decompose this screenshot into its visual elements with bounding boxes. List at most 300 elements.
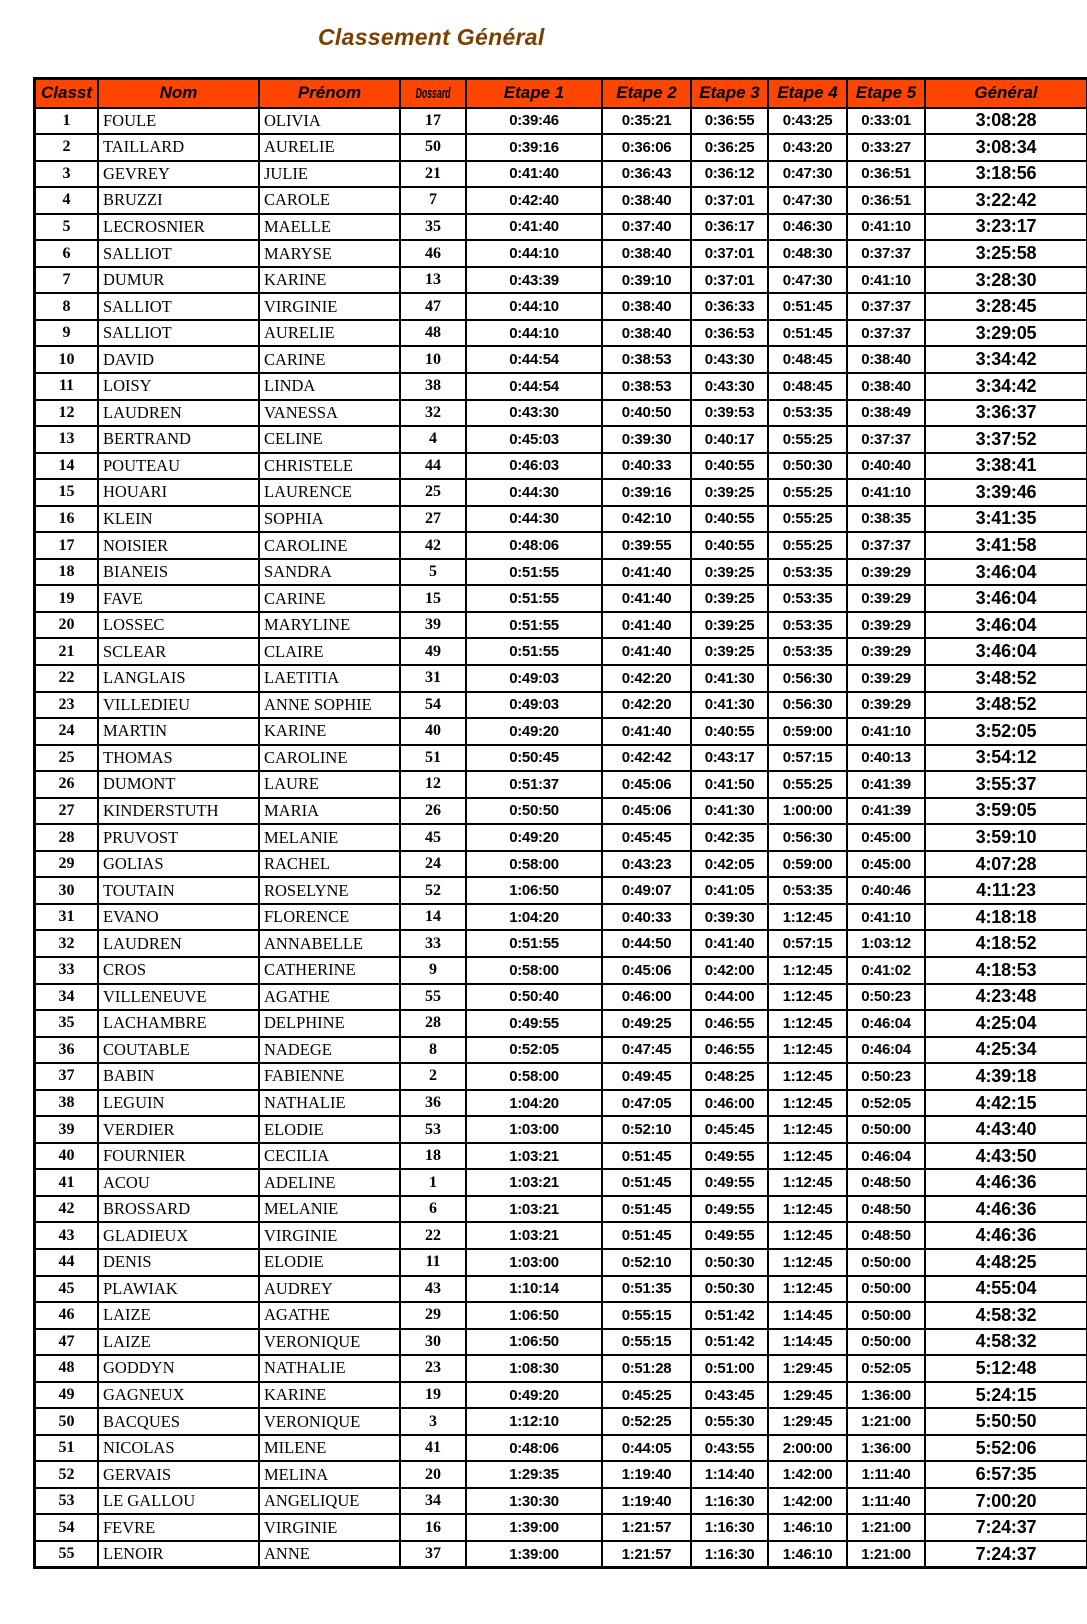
cell-etape-5: 0:41:39: [847, 798, 925, 825]
cell-etape-2: 0:45:25: [602, 1382, 691, 1409]
cell-nom: SALLIOT: [98, 240, 259, 267]
cell-etape-1: 0:49:20: [466, 718, 602, 745]
cell-etape-3: 0:51:42: [691, 1329, 768, 1356]
table-row: [35, 1435, 1087, 1462]
cell-dossard: 37: [400, 1541, 466, 1568]
cell-classt: 26: [35, 771, 99, 798]
cell-etape-4: 0:47:30: [768, 267, 847, 294]
cell-general: 7:24:37: [925, 1541, 1087, 1568]
cell-general: 4:23:48: [925, 984, 1087, 1011]
cell-etape-1: 1:03:21: [466, 1143, 602, 1170]
cell-prenom: MARIA: [259, 798, 400, 825]
cell-prenom: CELINE: [259, 426, 400, 453]
cell-general: 5:50:50: [925, 1408, 1087, 1435]
table-row: [35, 1196, 1087, 1223]
column-header-label: Prénom: [298, 83, 361, 102]
cell-nom: LEGUIN: [98, 1090, 259, 1117]
cell-prenom: ANNABELLE: [259, 930, 400, 957]
cell-prenom: CARINE: [259, 585, 400, 612]
cell-classt: 10: [35, 346, 99, 373]
cell-dossard: 45: [400, 824, 466, 851]
cell-prenom: CAROLINE: [259, 532, 400, 559]
cell-etape-2: 0:42:10: [602, 506, 691, 533]
cell-general: 3:39:46: [925, 479, 1087, 506]
cell-prenom: SANDRA: [259, 559, 400, 586]
cell-nom: FAVE: [98, 585, 259, 612]
cell-prenom: VERONIQUE: [259, 1408, 400, 1435]
cell-dossard: 31: [400, 665, 466, 692]
cell-etape-4: 0:48:45: [768, 373, 847, 400]
cell-dossard: 27: [400, 506, 466, 533]
cell-prenom: NATHALIE: [259, 1355, 400, 1382]
cell-etape-5: 0:50:00: [847, 1302, 925, 1329]
cell-dossard: 34: [400, 1488, 466, 1515]
cell-classt: 35: [35, 1010, 99, 1037]
cell-etape-3: 0:36:12: [691, 161, 768, 188]
cell-dossard: 51: [400, 745, 466, 772]
cell-etape-1: 0:44:54: [466, 346, 602, 373]
cell-etape-5: 0:38:40: [847, 346, 925, 373]
results-table: [33, 77, 1087, 1569]
cell-etape-1: 0:51:55: [466, 585, 602, 612]
cell-dossard: 3: [400, 1408, 466, 1435]
cell-etape-4: 0:56:30: [768, 824, 847, 851]
cell-prenom: RACHEL: [259, 851, 400, 878]
cell-etape-2: 0:52:10: [602, 1249, 691, 1276]
cell-etape-4: 1:46:10: [768, 1541, 847, 1568]
cell-nom: POUTEAU: [98, 453, 259, 480]
cell-etape-5: 0:40:46: [847, 877, 925, 904]
cell-etape-1: 0:42:40: [466, 187, 602, 214]
cell-nom: GAGNEUX: [98, 1382, 259, 1409]
cell-dossard: 49: [400, 638, 466, 665]
cell-classt: 46: [35, 1302, 99, 1329]
cell-etape-3: 0:51:00: [691, 1355, 768, 1382]
cell-etape-4: 1:12:45: [768, 1276, 847, 1303]
table-row: [35, 745, 1087, 772]
cell-general: 3:29:05: [925, 320, 1087, 347]
cell-prenom: CHRISTELE: [259, 453, 400, 480]
cell-etape-5: 0:41:10: [847, 267, 925, 294]
cell-etape-1: 1:04:20: [466, 1090, 602, 1117]
cell-etape-3: 0:43:30: [691, 373, 768, 400]
cell-etape-3: 0:36:25: [691, 134, 768, 161]
cell-dossard: 25: [400, 479, 466, 506]
cell-nom: FOURNIER: [98, 1143, 259, 1170]
table-row: [35, 904, 1087, 931]
cell-etape-2: 0:55:15: [602, 1302, 691, 1329]
cell-etape-4: 0:53:35: [768, 877, 847, 904]
cell-dossard: 47: [400, 293, 466, 320]
cell-prenom: LAETITIA: [259, 665, 400, 692]
table-row: [35, 1169, 1087, 1196]
cell-etape-2: 0:38:53: [602, 373, 691, 400]
table-row: [35, 1488, 1087, 1515]
table-row: [35, 957, 1087, 984]
cell-general: 4:46:36: [925, 1169, 1087, 1196]
cell-general: 3:18:56: [925, 161, 1087, 188]
cell-general: 7:00:20: [925, 1488, 1087, 1515]
cell-etape-3: 1:16:30: [691, 1488, 768, 1515]
cell-classt: 24: [35, 718, 99, 745]
column-header-nom: [98, 79, 259, 108]
cell-etape-1: 0:44:30: [466, 479, 602, 506]
cell-prenom: JULIE: [259, 161, 400, 188]
cell-etape-2: 0:51:45: [602, 1196, 691, 1223]
cell-nom: DENIS: [98, 1249, 259, 1276]
table-row: [35, 1090, 1087, 1117]
cell-etape-2: 1:21:57: [602, 1541, 691, 1568]
cell-etape-5: 0:39:29: [847, 692, 925, 719]
cell-classt: 51: [35, 1435, 99, 1462]
cell-prenom: ANNE SOPHIE: [259, 692, 400, 719]
cell-etape-1: 0:50:50: [466, 798, 602, 825]
cell-classt: 54: [35, 1514, 99, 1541]
cell-general: 4:43:40: [925, 1116, 1087, 1143]
table-row: [35, 1382, 1087, 1409]
cell-dossard: 7: [400, 187, 466, 214]
cell-etape-2: 0:51:35: [602, 1276, 691, 1303]
cell-etape-5: 0:40:40: [847, 453, 925, 480]
cell-etape-3: 0:46:55: [691, 1037, 768, 1064]
table-row: [35, 851, 1087, 878]
cell-etape-4: 1:14:45: [768, 1329, 847, 1356]
cell-etape-4: 1:42:00: [768, 1488, 847, 1515]
table-row: [35, 1010, 1087, 1037]
cell-etape-1: 1:03:00: [466, 1249, 602, 1276]
cell-prenom: VERONIQUE: [259, 1329, 400, 1356]
cell-etape-4: 1:12:45: [768, 984, 847, 1011]
cell-etape-2: 0:38:40: [602, 293, 691, 320]
cell-etape-5: 0:38:40: [847, 373, 925, 400]
table-row: [35, 638, 1087, 665]
cell-general: 3:54:12: [925, 745, 1087, 772]
cell-etape-5: 0:50:00: [847, 1249, 925, 1276]
cell-dossard: 20: [400, 1461, 466, 1488]
cell-classt: 45: [35, 1276, 99, 1303]
cell-etape-3: 0:45:45: [691, 1116, 768, 1143]
cell-nom: LOISY: [98, 373, 259, 400]
cell-classt: 13: [35, 426, 99, 453]
cell-dossard: 52: [400, 877, 466, 904]
column-header-label: Etape 2: [616, 83, 676, 102]
cell-etape-2: 0:40:33: [602, 904, 691, 931]
cell-nom: COUTABLE: [98, 1037, 259, 1064]
cell-etape-3: 0:43:45: [691, 1382, 768, 1409]
cell-general: 3:34:42: [925, 373, 1087, 400]
cell-classt: 12: [35, 400, 99, 427]
cell-etape-5: 0:52:05: [847, 1090, 925, 1117]
cell-dossard: 8: [400, 1037, 466, 1064]
cell-etape-4: 1:12:45: [768, 1169, 847, 1196]
cell-prenom: AGATHE: [259, 984, 400, 1011]
cell-classt: 8: [35, 293, 99, 320]
cell-etape-1: 0:48:06: [466, 1435, 602, 1462]
cell-general: 4:11:23: [925, 877, 1087, 904]
cell-etape-3: 0:41:30: [691, 798, 768, 825]
cell-etape-4: 0:47:30: [768, 161, 847, 188]
cell-etape-1: 0:44:30: [466, 506, 602, 533]
cell-prenom: DELPHINE: [259, 1010, 400, 1037]
cell-prenom: NADEGE: [259, 1037, 400, 1064]
column-header-label: Dossard: [416, 85, 451, 102]
cell-dossard: 54: [400, 692, 466, 719]
cell-general: 6:57:35: [925, 1461, 1087, 1488]
cell-dossard: 35: [400, 214, 466, 241]
cell-etape-1: 0:58:00: [466, 851, 602, 878]
cell-dossard: 44: [400, 453, 466, 480]
table-row: [35, 506, 1087, 533]
table-row: [35, 161, 1087, 188]
cell-etape-3: 0:41:40: [691, 930, 768, 957]
cell-etape-5: 0:41:10: [847, 904, 925, 931]
cell-etape-4: 0:53:35: [768, 585, 847, 612]
cell-etape-2: 0:41:40: [602, 559, 691, 586]
cell-prenom: MARYLINE: [259, 612, 400, 639]
cell-etape-4: 0:55:25: [768, 479, 847, 506]
table-row: [35, 1116, 1087, 1143]
table-row: [35, 214, 1087, 241]
cell-etape-3: 0:39:25: [691, 612, 768, 639]
cell-etape-3: 0:40:17: [691, 426, 768, 453]
cell-etape-1: 1:06:50: [466, 877, 602, 904]
cell-general: 3:41:35: [925, 506, 1087, 533]
cell-etape-5: 0:37:37: [847, 320, 925, 347]
cell-etape-2: 0:49:25: [602, 1010, 691, 1037]
cell-general: 4:58:32: [925, 1302, 1087, 1329]
cell-nom: KLEIN: [98, 506, 259, 533]
cell-prenom: CATHERINE: [259, 957, 400, 984]
column-header-dossard: [400, 79, 466, 108]
table-row: [35, 187, 1087, 214]
table-row: [35, 373, 1087, 400]
cell-prenom: CLAIRE: [259, 638, 400, 665]
cell-general: 3:48:52: [925, 692, 1087, 719]
cell-nom: LAUDREN: [98, 400, 259, 427]
cell-nom: FEVRE: [98, 1514, 259, 1541]
cell-classt: 5: [35, 214, 99, 241]
cell-etape-1: 0:49:20: [466, 824, 602, 851]
cell-etape-2: 0:47:05: [602, 1090, 691, 1117]
cell-prenom: AUDREY: [259, 1276, 400, 1303]
cell-etape-1: 0:49:55: [466, 1010, 602, 1037]
column-header-label: Etape 4: [777, 83, 837, 102]
cell-etape-2: 0:39:55: [602, 532, 691, 559]
cell-etape-3: 1:16:30: [691, 1514, 768, 1541]
cell-etape-4: 0:57:15: [768, 930, 847, 957]
cell-dossard: 36: [400, 1090, 466, 1117]
cell-etape-3: 0:55:30: [691, 1408, 768, 1435]
cell-etape-4: 0:55:25: [768, 771, 847, 798]
cell-classt: 47: [35, 1329, 99, 1356]
cell-etape-5: 0:33:01: [847, 108, 925, 135]
table-row: [35, 293, 1087, 320]
cell-classt: 19: [35, 585, 99, 612]
cell-prenom: KARINE: [259, 267, 400, 294]
cell-dossard: 29: [400, 1302, 466, 1329]
cell-nom: LOSSEC: [98, 612, 259, 639]
column-header-label: Nom: [160, 83, 198, 102]
cell-general: 3:41:58: [925, 532, 1087, 559]
column-header-label: Etape 1: [504, 83, 564, 102]
cell-etape-3: 0:44:00: [691, 984, 768, 1011]
cell-etape-4: 1:29:45: [768, 1382, 847, 1409]
cell-etape-4: 1:12:45: [768, 1063, 847, 1090]
cell-nom: BIANEIS: [98, 559, 259, 586]
cell-general: 4:25:04: [925, 1010, 1087, 1037]
cell-etape-3: 0:50:30: [691, 1249, 768, 1276]
cell-etape-5: 0:41:10: [847, 214, 925, 241]
cell-nom: DUMUR: [98, 267, 259, 294]
cell-nom: NICOLAS: [98, 1435, 259, 1462]
cell-etape-3: 0:36:53: [691, 320, 768, 347]
cell-nom: PLAWIAK: [98, 1276, 259, 1303]
cell-nom: BROSSARD: [98, 1196, 259, 1223]
cell-etape-2: 1:19:40: [602, 1461, 691, 1488]
cell-etape-4: 0:55:25: [768, 506, 847, 533]
cell-nom: GLADIEUX: [98, 1222, 259, 1249]
cell-nom: LENOIR: [98, 1541, 259, 1568]
cell-prenom: MELANIE: [259, 1196, 400, 1223]
cell-etape-4: 0:59:00: [768, 718, 847, 745]
cell-dossard: 5: [400, 559, 466, 586]
cell-etape-2: 0:40:50: [602, 400, 691, 427]
cell-etape-1: 0:50:40: [466, 984, 602, 1011]
cell-etape-2: 0:38:53: [602, 346, 691, 373]
cell-etape-5: 0:41:10: [847, 479, 925, 506]
cell-prenom: ANNE: [259, 1541, 400, 1568]
cell-etape-5: 0:37:37: [847, 240, 925, 267]
cell-nom: GEVREY: [98, 161, 259, 188]
cell-prenom: CAROLINE: [259, 745, 400, 772]
cell-nom: NOISIER: [98, 532, 259, 559]
cell-general: 3:46:04: [925, 559, 1087, 586]
cell-etape-5: 0:41:02: [847, 957, 925, 984]
cell-etape-5: 0:48:50: [847, 1169, 925, 1196]
cell-classt: 9: [35, 320, 99, 347]
cell-classt: 15: [35, 479, 99, 506]
table-row: [35, 479, 1087, 506]
table-row: [35, 1355, 1087, 1382]
column-header-classt: [35, 79, 99, 108]
cell-etape-1: 0:49:03: [466, 665, 602, 692]
cell-etape-5: 0:33:27: [847, 134, 925, 161]
cell-etape-3: 0:42:00: [691, 957, 768, 984]
cell-etape-5: 1:21:00: [847, 1514, 925, 1541]
cell-etape-5: 0:39:29: [847, 665, 925, 692]
cell-nom: GERVAIS: [98, 1461, 259, 1488]
cell-etape-3: 0:46:00: [691, 1090, 768, 1117]
cell-nom: VILLENEUVE: [98, 984, 259, 1011]
cell-prenom: SOPHIA: [259, 506, 400, 533]
cell-etape-5: 0:45:00: [847, 851, 925, 878]
cell-classt: 55: [35, 1541, 99, 1568]
column-header-etape-2: [602, 79, 691, 108]
cell-etape-2: 0:38:40: [602, 187, 691, 214]
cell-prenom: OLIVIA: [259, 108, 400, 135]
cell-prenom: MILENE: [259, 1435, 400, 1462]
cell-etape-5: 0:46:04: [847, 1037, 925, 1064]
column-header-label: Classt: [41, 83, 92, 102]
cell-classt: 3: [35, 161, 99, 188]
cell-etape-1: 0:51:37: [466, 771, 602, 798]
cell-etape-4: 1:14:45: [768, 1302, 847, 1329]
cell-etape-4: 0:56:30: [768, 665, 847, 692]
cell-etape-1: 0:49:20: [466, 1382, 602, 1409]
cell-etape-3: 0:42:05: [691, 851, 768, 878]
cell-prenom: VANESSA: [259, 400, 400, 427]
cell-etape-2: 0:46:00: [602, 984, 691, 1011]
cell-etape-5: 0:37:37: [847, 532, 925, 559]
cell-nom: DUMONT: [98, 771, 259, 798]
cell-prenom: ANGELIQUE: [259, 1488, 400, 1515]
cell-etape-1: 1:39:00: [466, 1514, 602, 1541]
cell-etape-1: 0:52:05: [466, 1037, 602, 1064]
cell-classt: 42: [35, 1196, 99, 1223]
cell-etape-4: 0:53:35: [768, 559, 847, 586]
cell-general: 3:37:52: [925, 426, 1087, 453]
cell-dossard: 33: [400, 930, 466, 957]
cell-etape-2: 0:39:30: [602, 426, 691, 453]
cell-etape-3: 0:51:42: [691, 1302, 768, 1329]
cell-prenom: AURELIE: [259, 134, 400, 161]
cell-dossard: 12: [400, 771, 466, 798]
cell-etape-2: 0:51:45: [602, 1222, 691, 1249]
column-header-label: Etape 3: [699, 83, 759, 102]
cell-etape-4: 0:55:25: [768, 426, 847, 453]
cell-etape-4: 0:53:35: [768, 612, 847, 639]
cell-etape-1: 0:58:00: [466, 957, 602, 984]
cell-nom: LACHAMBRE: [98, 1010, 259, 1037]
cell-etape-1: 0:39:46: [466, 108, 602, 135]
cell-general: 3:59:10: [925, 824, 1087, 851]
cell-etape-2: 0:45:45: [602, 824, 691, 851]
cell-etape-2: 0:42:42: [602, 745, 691, 772]
cell-etape-5: 0:38:35: [847, 506, 925, 533]
cell-etape-2: 0:44:50: [602, 930, 691, 957]
cell-general: 4:42:15: [925, 1090, 1087, 1117]
cell-classt: 22: [35, 665, 99, 692]
cell-general: 4:55:04: [925, 1276, 1087, 1303]
cell-etape-4: 0:57:15: [768, 745, 847, 772]
cell-etape-2: 0:41:40: [602, 718, 691, 745]
cell-classt: 18: [35, 559, 99, 586]
cell-etape-1: 0:58:00: [466, 1063, 602, 1090]
cell-etape-3: 0:37:01: [691, 267, 768, 294]
cell-prenom: MARYSE: [259, 240, 400, 267]
cell-dossard: 41: [400, 1435, 466, 1462]
cell-dossard: 19: [400, 1382, 466, 1409]
cell-etape-1: 0:51:55: [466, 559, 602, 586]
cell-general: 3:28:45: [925, 293, 1087, 320]
cell-etape-2: 0:47:45: [602, 1037, 691, 1064]
cell-dossard: 32: [400, 400, 466, 427]
cell-etape-5: 0:36:51: [847, 187, 925, 214]
cell-classt: 23: [35, 692, 99, 719]
cell-etape-1: 1:39:00: [466, 1541, 602, 1568]
cell-etape-5: 0:50:23: [847, 1063, 925, 1090]
cell-etape-5: 1:11:40: [847, 1488, 925, 1515]
cell-etape-1: 1:08:30: [466, 1355, 602, 1382]
cell-nom: LECROSNIER: [98, 214, 259, 241]
table-row: [35, 612, 1087, 639]
cell-nom: SALLIOT: [98, 320, 259, 347]
cell-classt: 37: [35, 1063, 99, 1090]
table-row: [35, 1514, 1087, 1541]
cell-dossard: 23: [400, 1355, 466, 1382]
cell-general: 4:39:18: [925, 1063, 1087, 1090]
cell-etape-1: 0:50:45: [466, 745, 602, 772]
